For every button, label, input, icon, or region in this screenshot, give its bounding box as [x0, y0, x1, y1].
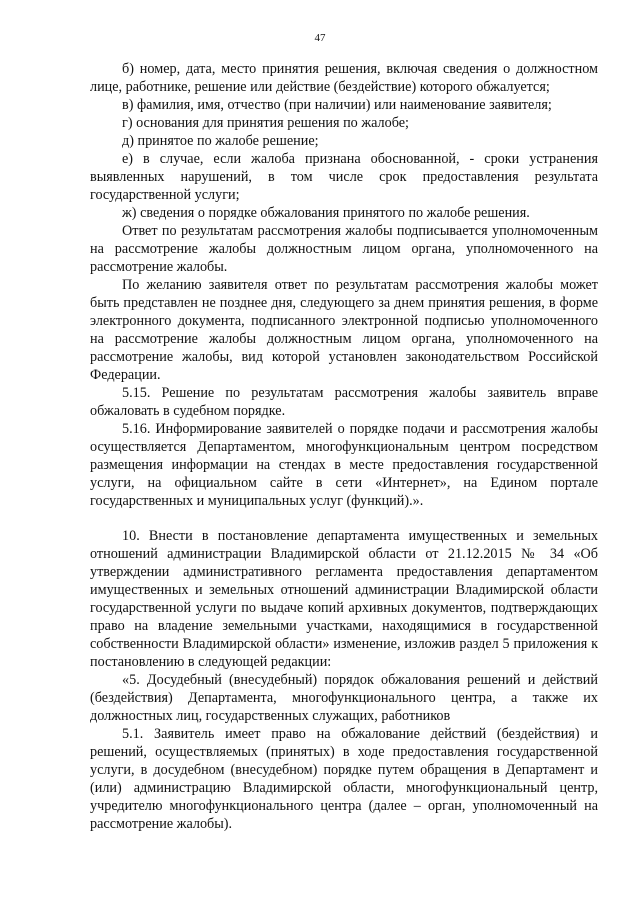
paragraph-answer-signing: Ответ по результатам рассмотрения жалобы подписывается уполномоченным на рассмотрение жалобы должностным лицом органа, уполномоченного на рассмотрение жалобы.	[90, 223, 598, 275]
paragraph-item-e: е) в случае, если жалоба признана обоснованной, - сроки устранения выявленных нарушений, в том числе срок предоставления результата государственной услуги;	[90, 151, 598, 203]
paragraph-item-b: б) номер, дата, место принятия решения, включая сведения о должностном лице, работнике, решение или действие (бездействие) которого обжалуется;	[90, 61, 598, 95]
paragraph-5-16: 5.16. Информирование заявителей о порядке подачи и рассмотрения жалобы осуществляется Департаментом, многофункциональным центром посредством размещения информации на стендах в месте предоставления государственной услуги, на официальном сайте в сети «Интернет», на Едином портале государственных и муниципальных услуг (функций).».	[90, 421, 598, 509]
document-body	[90, 60, 598, 833]
section-5-heading: «5. Досудебный (внесудебный) порядок обжалования решений и действий (бездействия) Департамента, многофункционального центра, а также их должностных лиц, государственных служащих, работников	[90, 672, 598, 724]
paragraph-item-zh: ж) сведения о порядке обжалования принятого по жалобе решения.	[122, 205, 530, 221]
paragraph-5-1: 5.1. Заявитель имеет право на обжалование действий (бездействия) и решений, осуществляемых (принятых) в ходе предоставления государственной услуги, в досудебном (внесудебном) порядке путем обращения в Департамент и (или) администрацию Владимирской области, многофункциональный центр, учредителю многофункционального центра (далее – орган, уполномоченный на рассмотрение жалобы).	[90, 726, 598, 832]
page-number: 47	[314, 32, 326, 44]
paragraph-item-v: в) фамилия, имя, отчество (при наличии) или наименование заявителя;	[122, 97, 552, 113]
paragraph-electronic-answer: По желанию заявителя ответ по результатам рассмотрения жалобы может быть представлен не позднее дня, следующего за днем принятия решения, в форме электронного документа, подписанного электронной подписью уполномоченного на рассмотрение жалобы должностным лицом органа, уполномоченного на рассмотрение жалобы, вид которой установлен законодательством Российской Федерации.	[90, 277, 598, 383]
paragraph-item-g: г) основания для принятия решения по жалобе;	[122, 115, 409, 131]
paragraph-5-15: 5.15. Решение по результатам рассмотрения жалобы заявитель вправе обжаловать в судебном порядке.	[90, 385, 598, 419]
paragraph-item-d: д) принятое по жалобе решение;	[122, 133, 319, 149]
paragraph-10: 10. Внести в постановление департамента имущественных и земельных отношений администрации Владимирской области от 21.12.2015 № 34 «Об утверждении административного регламента предоставления департаментом имущественных и земельных отношений администрации Владимирской области государственной услуги по выдаче копий архивных документов, подтверждающих право на владение земельными участками, находящимися в государственной собственности Владимирской области» изменение, изложив раздел 5 приложения к постановлению в следующей редакции:	[90, 528, 598, 670]
